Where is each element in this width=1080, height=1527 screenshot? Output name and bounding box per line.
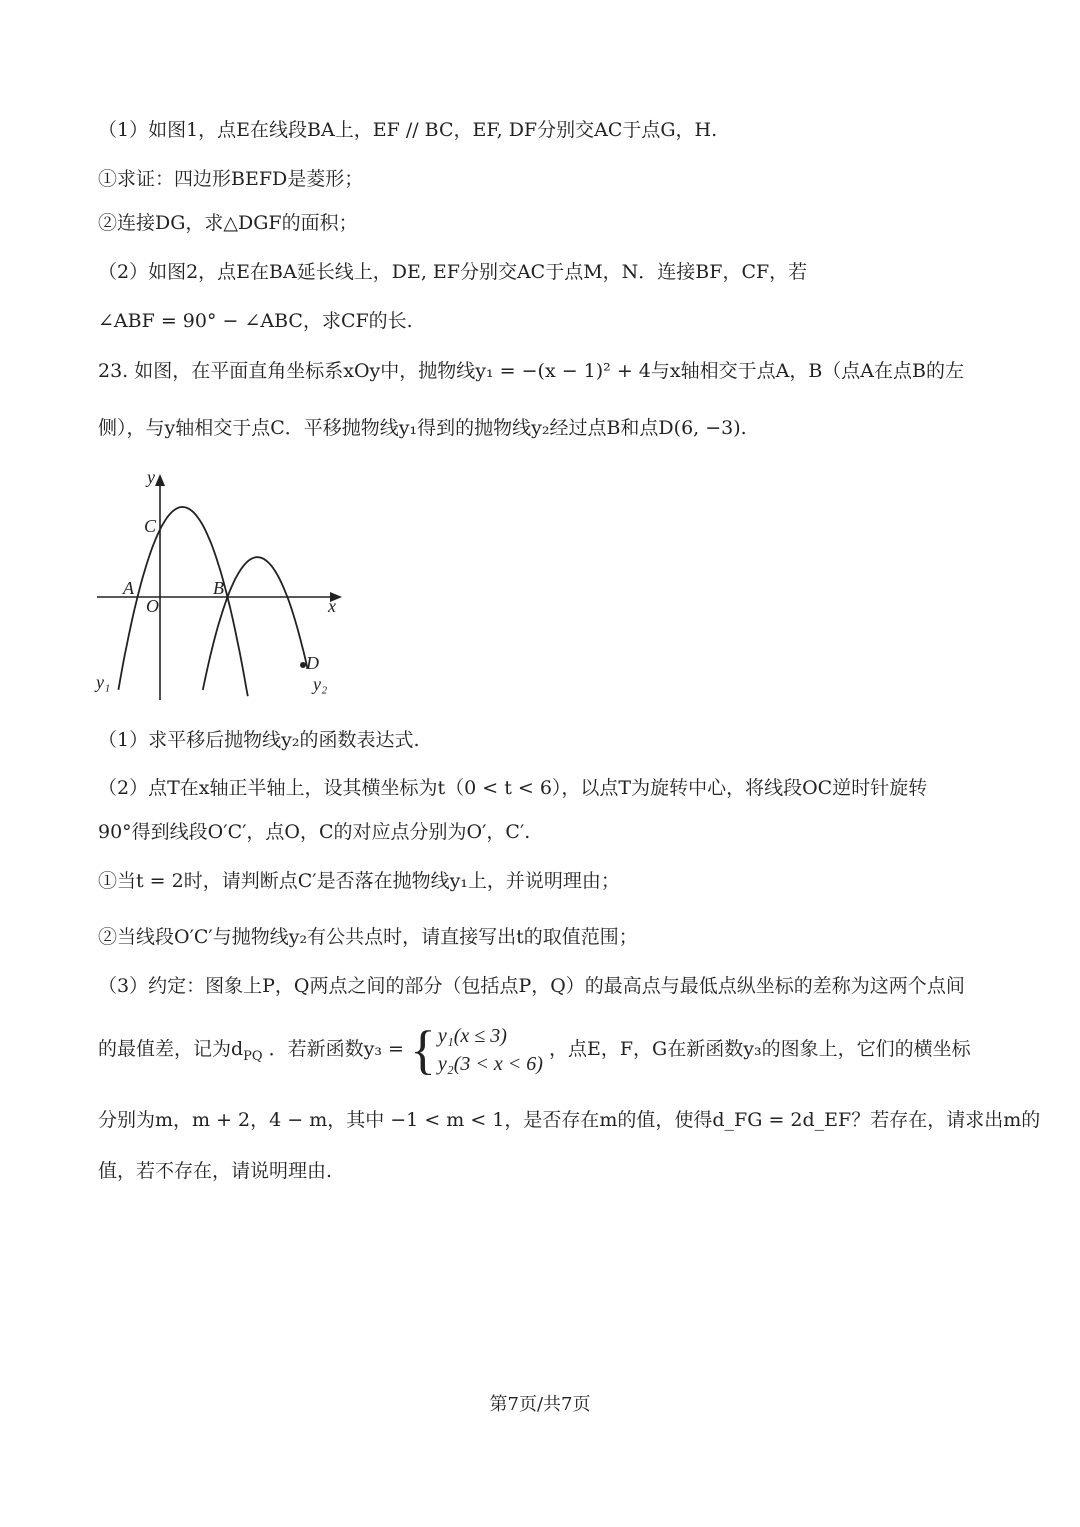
label-o: O [146,596,159,616]
q22-part1-item2: ②连接DG，求△DGF的面积； [98,212,358,234]
q23-part3-line2 [98,1022,971,1084]
q22-part2-condition: ∠ABF = 90° − ∠ABC，求CF的长. [98,310,413,332]
q23-part2-line2: 90°得到线段O′C′，点O，C的对应点分别为O′，C′. [98,821,531,843]
label-c: C [144,516,157,536]
label-d: D [306,653,319,673]
q23-part2-line1: （2）点T在x轴正半轴上，设其横坐标为t（0 < t < 6），以点T为旋转中心，将线段OC逆时针旋转 [98,777,928,799]
q23-part3-post: ，点E，F，G在新函数y₃的图象上，它们的横坐标 [548,1038,971,1060]
label-x-axis: x [328,596,336,616]
label-y2: y₂ [313,674,328,694]
parabola-figure [92,466,352,706]
q22-part2: （2）如图2，点E在BA延长线上，DE, EF分别交AC于点M，N．连接BF，CF，若 [98,261,808,283]
piecewise-case2: y₂(3 < x < 6) [437,1053,543,1075]
q22-part1-item1: ①求证：四边形BEFD是菱形； [98,168,364,190]
q23-part3-prefix: 的最值差，记为d [98,1038,244,1060]
label-y1: y₁ [96,672,111,692]
parabola-y1 [118,507,247,696]
q23-part3-mid: ．若新函数y₃ = [268,1038,404,1060]
q23-part3-line3: 分别为m，m + 2，4 − m，其中 −1 < m < 1，是否存在m的值，使得d_FG = 2d_EF？若存在，请求出m的 [98,1109,1041,1131]
page-footer: 第7页/共7页 [489,1394,591,1415]
q23-dpq-subscript: PQ [243,1048,263,1064]
q23-part1: （1）求平移后抛物线y₂的函数表达式. [98,729,420,751]
q23-part2-item1: ①当t = 2时，请判断点C′是否落在抛物线y₁上，并说明理由； [98,870,620,892]
q22-part1: （1）如图1，点E在线段BA上，EF // BC，EF, DF分别交AC于点G，H. [98,119,718,141]
y-axis-arrow [155,474,165,486]
q23-part3-line1: （3）约定：图象上P，Q两点之间的部分（包括点P，Q）的最高点与最低点纵坐标的差称为这两个点间 [98,975,965,997]
piecewise-case1: y₁(x ≤ 3) [437,1025,507,1047]
label-y-axis: y [147,467,155,487]
q23-part2-item2: ②当线段O′C′与抛物线y₂有公共点时，请直接写出t的取值范围； [98,926,638,948]
q23-intro-line1: 23. 如图，在平面直角坐标系xOy中，抛物线y₁ = −(x − 1)² + 4与x轴相交于点A，B（点A在点B的左 [98,360,964,382]
q23-intro-line2: 侧），与y轴相交于点C．平移抛物线y₁得到的抛物线y₂经过点B和点D(6, −3). [98,417,747,439]
label-b: B [213,578,224,598]
label-a: A [123,578,134,598]
piecewise-function: { y₁(x ≤ 3) y₂(3 < x < 6) [409,1020,543,1080]
q23-part3-line4: 值，若不存在，请说明理由. [98,1160,333,1182]
